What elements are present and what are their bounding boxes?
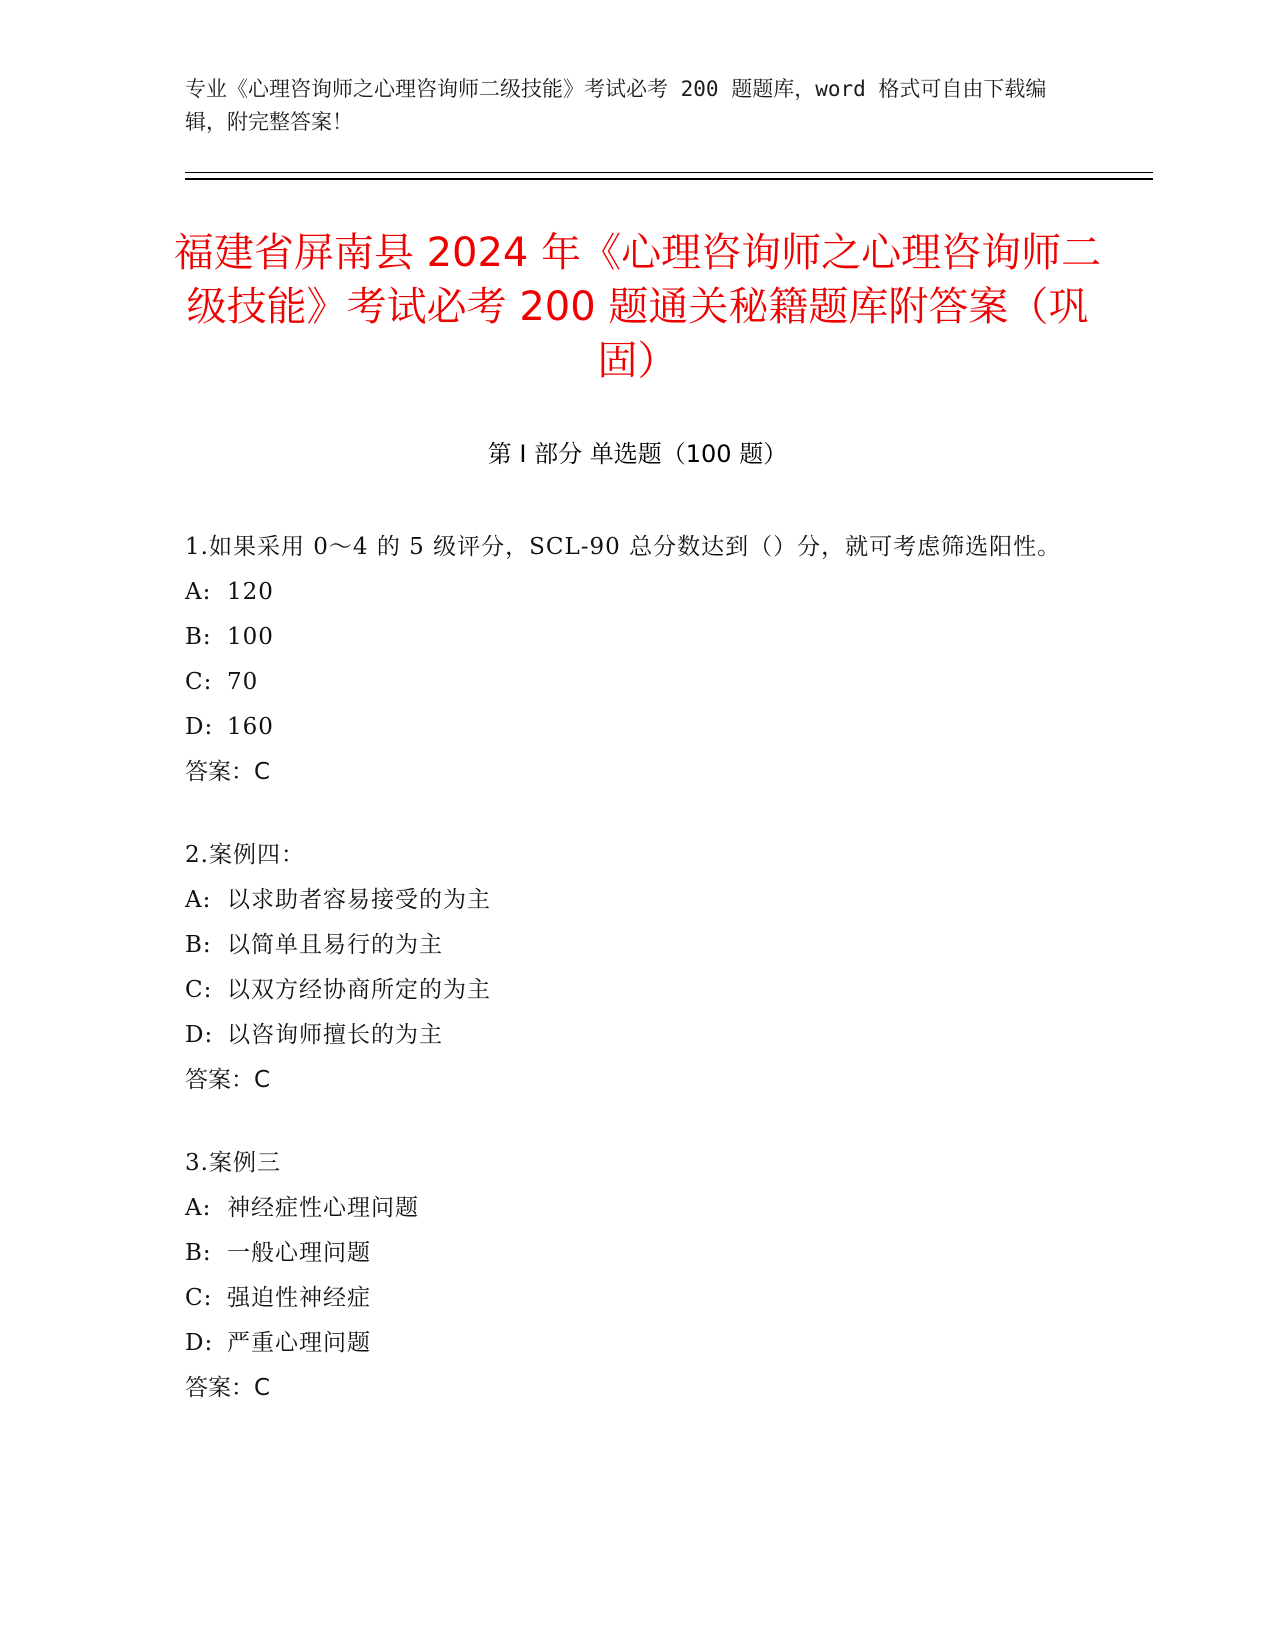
option-a	[185, 570, 1085, 615]
option-text: 严重心理问题	[227, 1330, 371, 1356]
answer-line: 答案：C	[185, 1375, 271, 1401]
option-text: 一般心理问题	[227, 1240, 371, 1266]
option-text: 神经症性心理问题	[227, 1195, 419, 1221]
header-divider-thick	[185, 178, 1153, 180]
option-letter: B:	[185, 624, 212, 650]
section-heading: 第 I 部分 单选题（100 题）	[487, 440, 788, 468]
option-text: 70	[227, 669, 259, 695]
option-b	[185, 1231, 1085, 1276]
option-letter: C:	[185, 1285, 213, 1311]
document-title: 福建省屏南县 2024 年《心理咨询师之心理咨询师二级技能》考试必考 200 题通关秘籍题库附答案（巩固）	[173, 230, 1102, 384]
option-c	[185, 1276, 1085, 1321]
option-letter: C:	[185, 669, 213, 695]
option-b	[185, 923, 1085, 968]
question-stem: 1.如果采用 0～4 的 5 级评分，SCL-90 总分数达到（）分，就可考虑筛选阳性。	[185, 534, 1062, 560]
option-letter: B:	[185, 1240, 212, 1266]
option-c	[185, 660, 1085, 705]
question-stem: 2.案例四：	[185, 842, 305, 868]
option-text: 以简单且易行的为主	[227, 932, 443, 958]
option-letter: B:	[185, 932, 212, 958]
option-letter: A:	[185, 1195, 212, 1221]
question-list	[185, 525, 1085, 1449]
option-d	[185, 705, 1085, 750]
option-b	[185, 615, 1085, 660]
option-text: 以咨询师擅长的为主	[227, 1022, 443, 1048]
question-3	[185, 1141, 1085, 1411]
option-text: 以双方经协商所定的为主	[227, 977, 491, 1003]
option-text: 120	[227, 579, 274, 605]
question-1	[185, 525, 1085, 795]
question-stem: 3.案例三	[185, 1150, 281, 1176]
option-letter: D:	[185, 1330, 214, 1356]
option-a	[185, 878, 1085, 923]
option-letter: C:	[185, 977, 213, 1003]
option-text: 强迫性神经症	[227, 1285, 371, 1311]
option-c	[185, 968, 1085, 1013]
option-text: 以求助者容易接受的为主	[227, 887, 491, 913]
header-note: 专业《心理咨询师之心理咨询师二级技能》考试必考 200 题题库，word 格式可自由下载编辑，附完整答案！	[185, 77, 1047, 134]
option-letter: D:	[185, 1022, 214, 1048]
option-a	[185, 1186, 1085, 1231]
answer-line: 答案：C	[185, 1067, 271, 1093]
option-text: 160	[227, 714, 274, 740]
option-text: 100	[227, 624, 274, 650]
option-d	[185, 1013, 1085, 1058]
header-divider-thin	[185, 172, 1153, 173]
option-letter: A:	[185, 887, 212, 913]
option-letter: D:	[185, 714, 214, 740]
option-d	[185, 1321, 1085, 1366]
question-2	[185, 833, 1085, 1103]
option-letter: A:	[185, 579, 212, 605]
answer-line: 答案：C	[185, 759, 271, 785]
